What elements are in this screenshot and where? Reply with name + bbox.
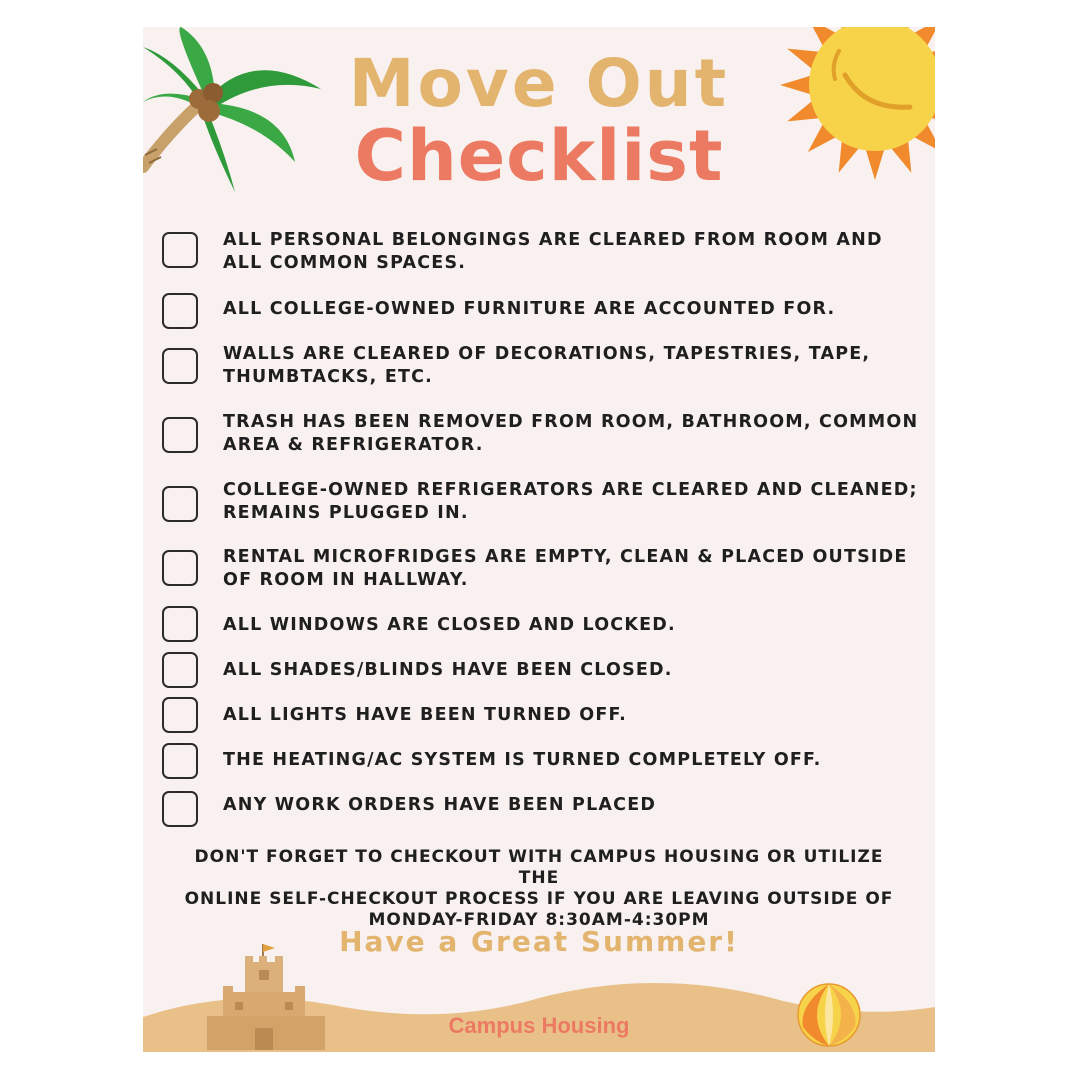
footer-campus-housing: Campus Housing xyxy=(448,1013,630,1038)
checkbox[interactable] xyxy=(162,652,198,688)
item-text-line: AREA & REFRIGERATOR. xyxy=(223,435,484,455)
item-text-line: ANY WORK ORDERS HAVE BEEN PLACED xyxy=(223,795,657,815)
checkbox[interactable] xyxy=(162,232,198,268)
closing-message: Have a Great Summer! xyxy=(339,925,739,958)
item-text-line: REMAINS PLUGGED IN. xyxy=(223,503,469,523)
item-text-line: ALL WINDOWS ARE CLOSED AND LOCKED. xyxy=(223,615,676,635)
item-text-line: THUMBTACKS, ETC. xyxy=(223,367,433,387)
checkbox[interactable] xyxy=(162,348,198,384)
checkbox[interactable] xyxy=(162,606,198,642)
item-text-line: THE HEATING/AC SYSTEM IS TURNED COMPLETELY OFF. xyxy=(223,750,822,770)
item-text-line: OF ROOM IN HALLWAY. xyxy=(223,570,469,590)
checkbox[interactable] xyxy=(162,791,198,827)
checkbox[interactable] xyxy=(162,697,198,733)
checkbox[interactable] xyxy=(162,293,198,329)
note-line: ONLINE SELF-CHECKOUT PROCESS IF YOU ARE LEAVING OUTSIDE OF xyxy=(184,889,894,909)
note-line: DON'T FORGET TO CHECKOUT WITH CAMPUS HOUSING OR UTILIZE THE xyxy=(194,847,884,888)
checklist-flyer xyxy=(143,27,935,1052)
checkbox[interactable] xyxy=(162,743,198,779)
item-text-line: ALL COMMON SPACES. xyxy=(223,253,467,273)
item-text-line: ALL COLLEGE-OWNED FURNITURE ARE ACCOUNTED FOR. xyxy=(223,299,836,319)
item-text-line: COLLEGE-OWNED REFRIGERATORS ARE CLEARED AND CLEANED; xyxy=(223,480,918,500)
item-text-line: ALL SHADES/BLINDS HAVE BEEN CLOSED. xyxy=(223,660,673,680)
item-text-line: ALL LIGHTS HAVE BEEN TURNED OFF. xyxy=(223,705,627,725)
checkbox[interactable] xyxy=(162,550,198,586)
title-checklist: Checklist xyxy=(354,115,724,197)
title-move-out: Move Out xyxy=(348,45,730,122)
checkbox[interactable] xyxy=(162,486,198,522)
note-line: MONDAY-FRIDAY 8:30AM-4:30PM xyxy=(368,910,710,930)
item-text-line: TRASH HAS BEEN REMOVED FROM ROOM, BATHROOM, COMMON xyxy=(223,412,919,432)
item-text-line: ALL PERSONAL BELONGINGS ARE CLEARED FROM ROOM AND xyxy=(223,230,883,250)
item-text-line: WALLS ARE CLEARED OF DECORATIONS, TAPESTRIES, TAPE, xyxy=(223,344,871,364)
checkbox[interactable] xyxy=(162,417,198,453)
checkout-reminder xyxy=(173,847,905,931)
item-text-line: RENTAL MICROFRIDGES ARE EMPTY, CLEAN & PLACED OUTSIDE xyxy=(223,547,908,567)
